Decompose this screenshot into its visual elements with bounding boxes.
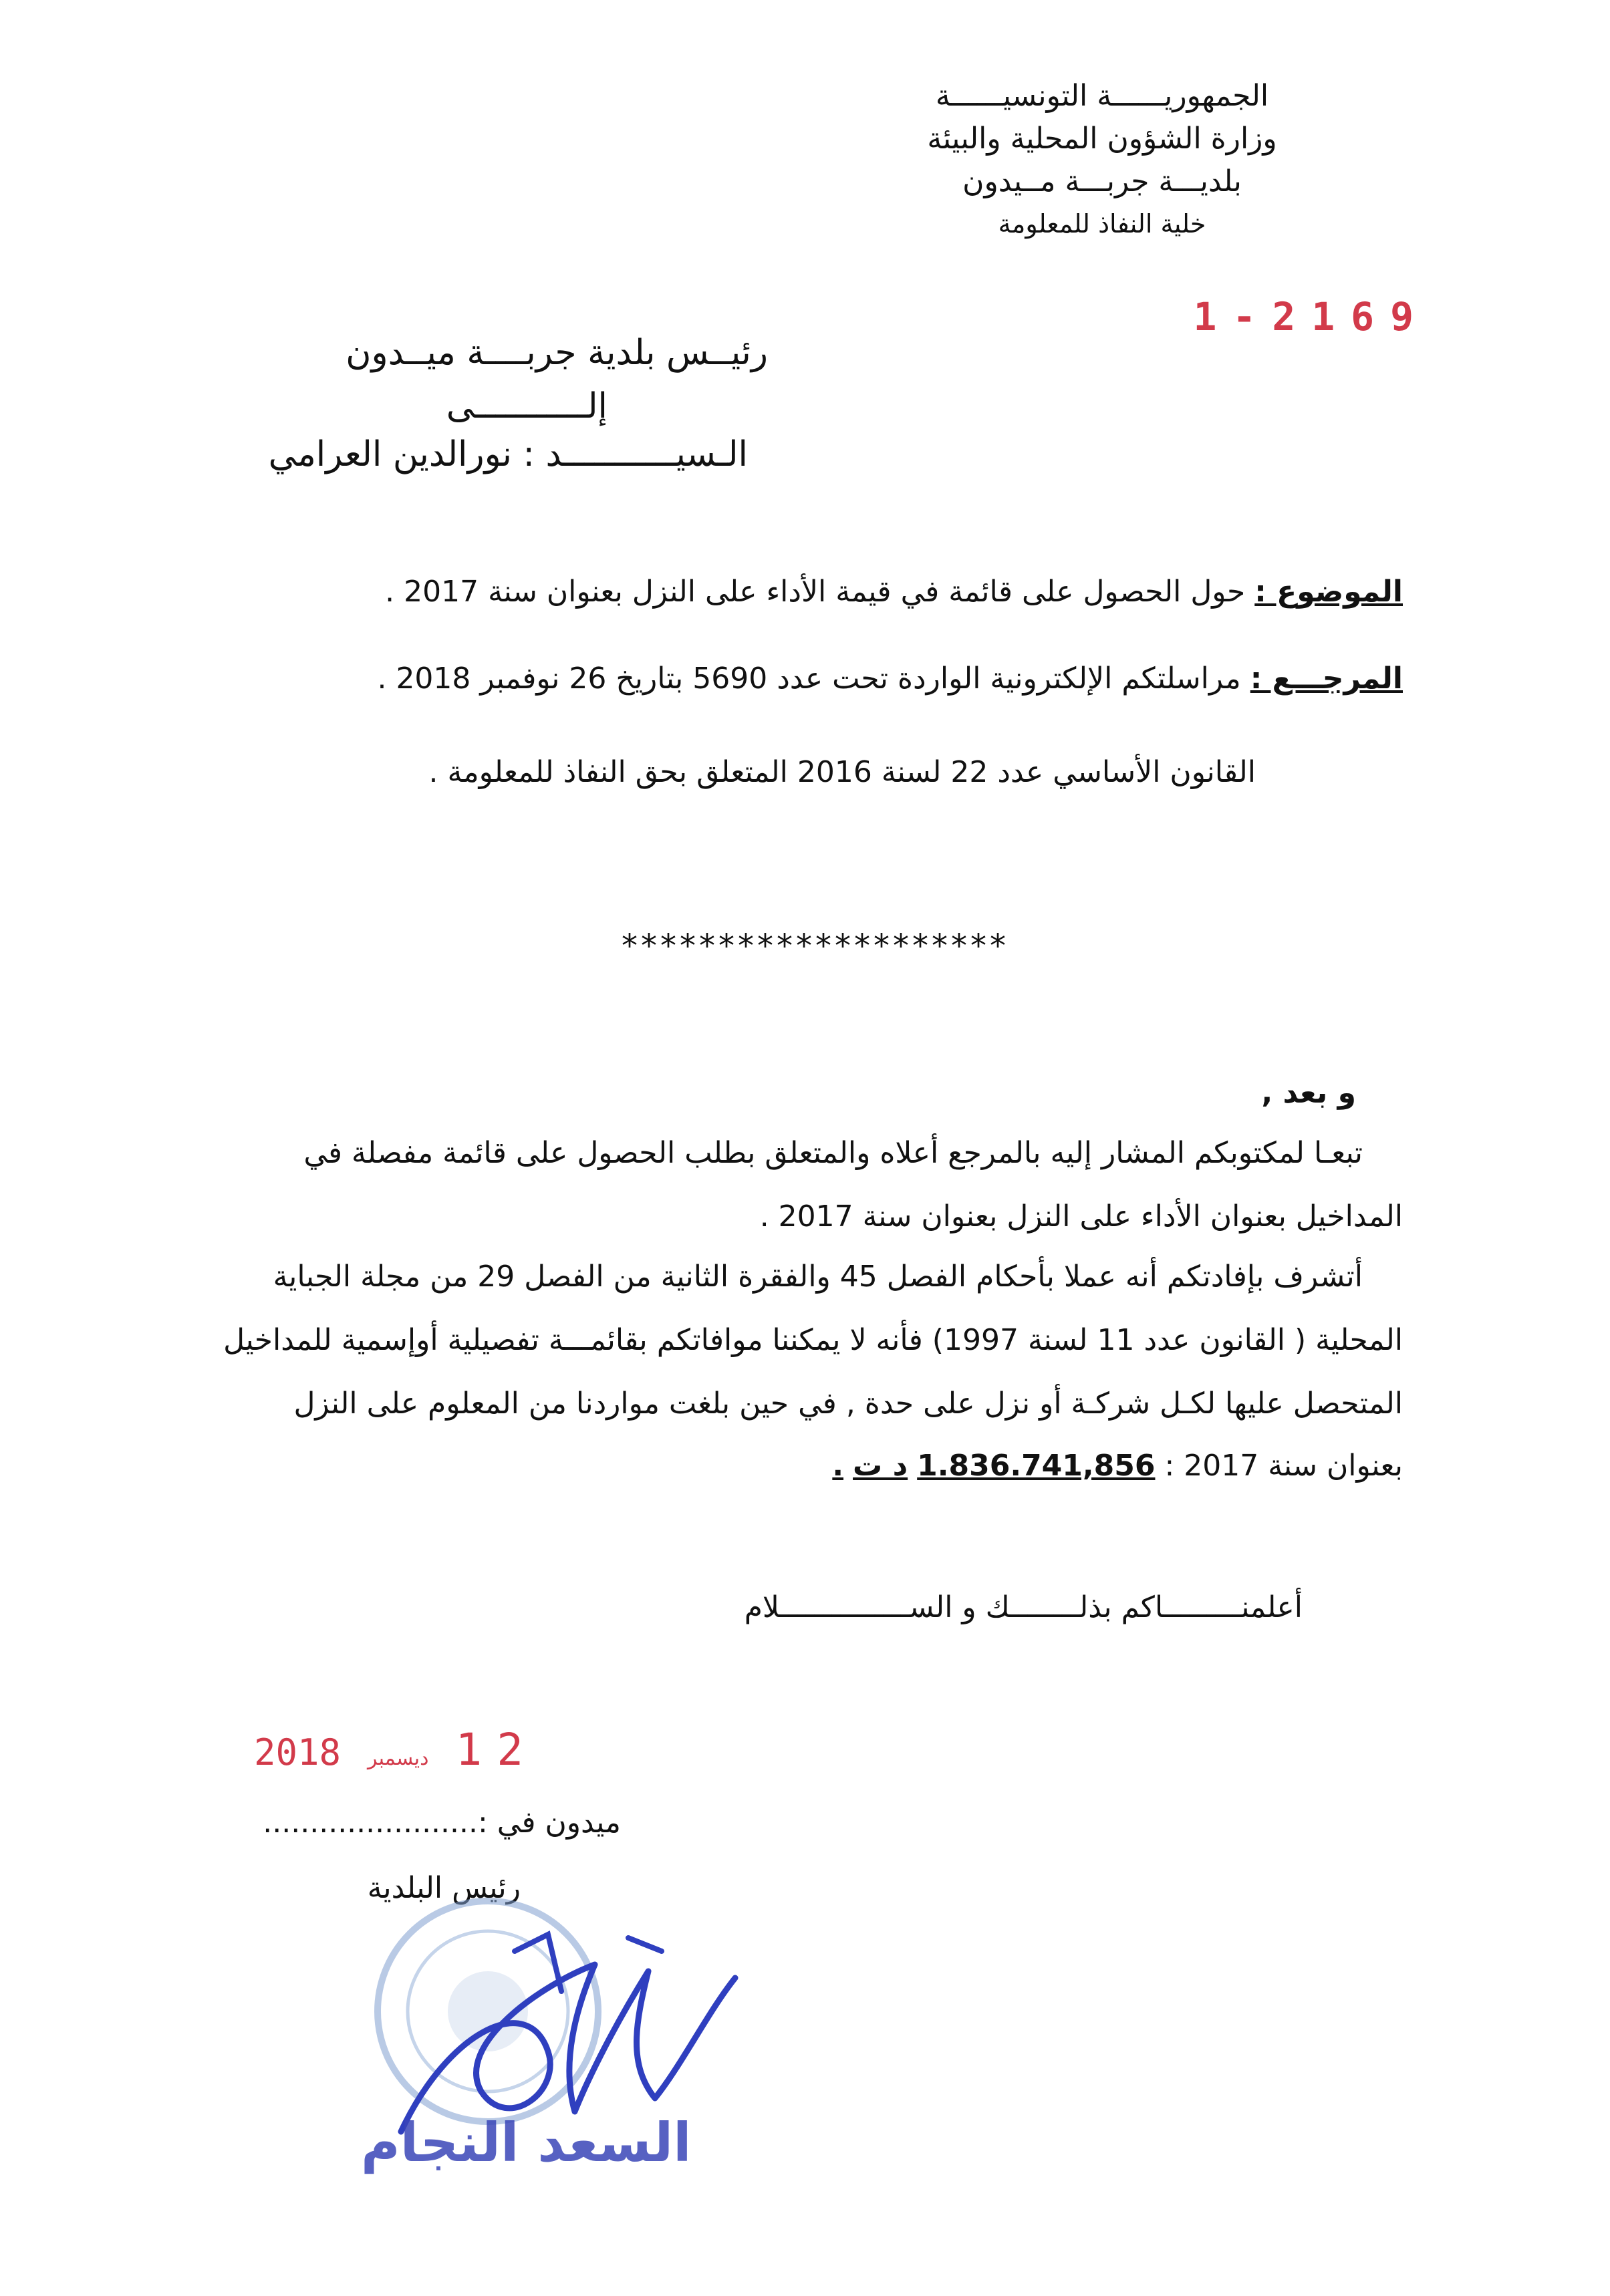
reference-law: القانون الأساسي عدد 22 لسنة 2016 المتعلق بحق النفاذ للمعلومة . <box>428 755 1256 789</box>
signature-title: رئيس البلدية <box>367 1871 521 1905</box>
letterhead-municipality: بلديـــة جربـــة مــيدون <box>962 164 1242 198</box>
paragraph-1-line-1: تبعـا لمكتوبكم المشار إليه بالمرجع أعلاه والمتعلق بطلب الحصول على قائمة مفصلة في <box>303 1136 1363 1170</box>
paragraph-1-line-2: المداخيل بعنوان الأداء على النزل بعنوان سنة 2017 . <box>759 1199 1403 1234</box>
recipient-line: الـسيـــــــــــد : نورالدين العرامي <box>268 434 748 474</box>
subject-label: الموضوع : <box>1254 575 1403 609</box>
reference-label: المرجـــع : <box>1250 662 1403 696</box>
salutation: و بعد , <box>1261 1076 1356 1110</box>
paragraph-2-line-1: أتشرف بإفادتكم أنه عملا بأحكام الفصل 45 والفقرة الثانية من الفصل 29 من مجلة الجباية <box>273 1260 1363 1294</box>
paragraph-2-line-4: بعنوان سنة 2017 : 1.836.741,856 د ت . <box>832 1449 1403 1483</box>
letterhead-ministry: وزارة الشؤون المحلية والبيئة <box>927 122 1277 156</box>
subject-text: حول الحصول على قائمة في قيمة الأداء على النزل بعنوان سنة 2017 . <box>385 575 1246 609</box>
reference-line <box>377 662 1403 696</box>
signatory-name-stamp: السعد النجام <box>361 2112 692 2174</box>
to-line: إلـــــــــــى <box>446 386 608 426</box>
letterhead-country: الجمهوريــــــة التونسيــــــة <box>935 79 1269 113</box>
registration-number-stamp: 1-2169 <box>1193 294 1430 339</box>
date-stamp-year: 2018 <box>254 1731 342 1773</box>
letterhead-unit: خلية النفاذ للمعلومة <box>998 209 1206 239</box>
separator-stars: ******************** <box>622 927 1009 965</box>
amount-currency: د ت <box>853 1449 908 1483</box>
amount-prefix: بعنوان سنة 2017 : <box>1164 1449 1403 1483</box>
subject-line <box>385 575 1403 609</box>
paragraph-2-line-2: المحلية ( القانون عدد 11 لسنة 1997) فأنه لا يمكننا موافاتكم بقائمـــة تفصيلية أوإسمية للمداخيل <box>223 1323 1403 1357</box>
date-stamp-day: 12 <box>455 1724 538 1775</box>
sender-line: رئيــس بلدية جربــــة ميــدون <box>346 333 768 373</box>
date-stamp-month: ديسمبر <box>368 1747 429 1770</box>
closing-line: أعلمنـــــــــاكم بذلــــــــك و الســـــــــــــــلام <box>744 1590 1303 1624</box>
place-date-line: ميدون في :....................... <box>263 1806 621 1840</box>
reference-text: مراسلتكم الإلكترونية الواردة تحت عدد 5690 بتاريخ 26 نوفمبر 2018 . <box>377 662 1241 696</box>
date-stamp <box>254 1724 538 1775</box>
amount-value: 1.836.741,856 <box>917 1449 1156 1483</box>
paragraph-2-line-3: المتحصل عليها لكـل شركـة أو نزل على حدة , في حين بلغت مواردنا من المعلوم على النزل <box>293 1387 1403 1421</box>
